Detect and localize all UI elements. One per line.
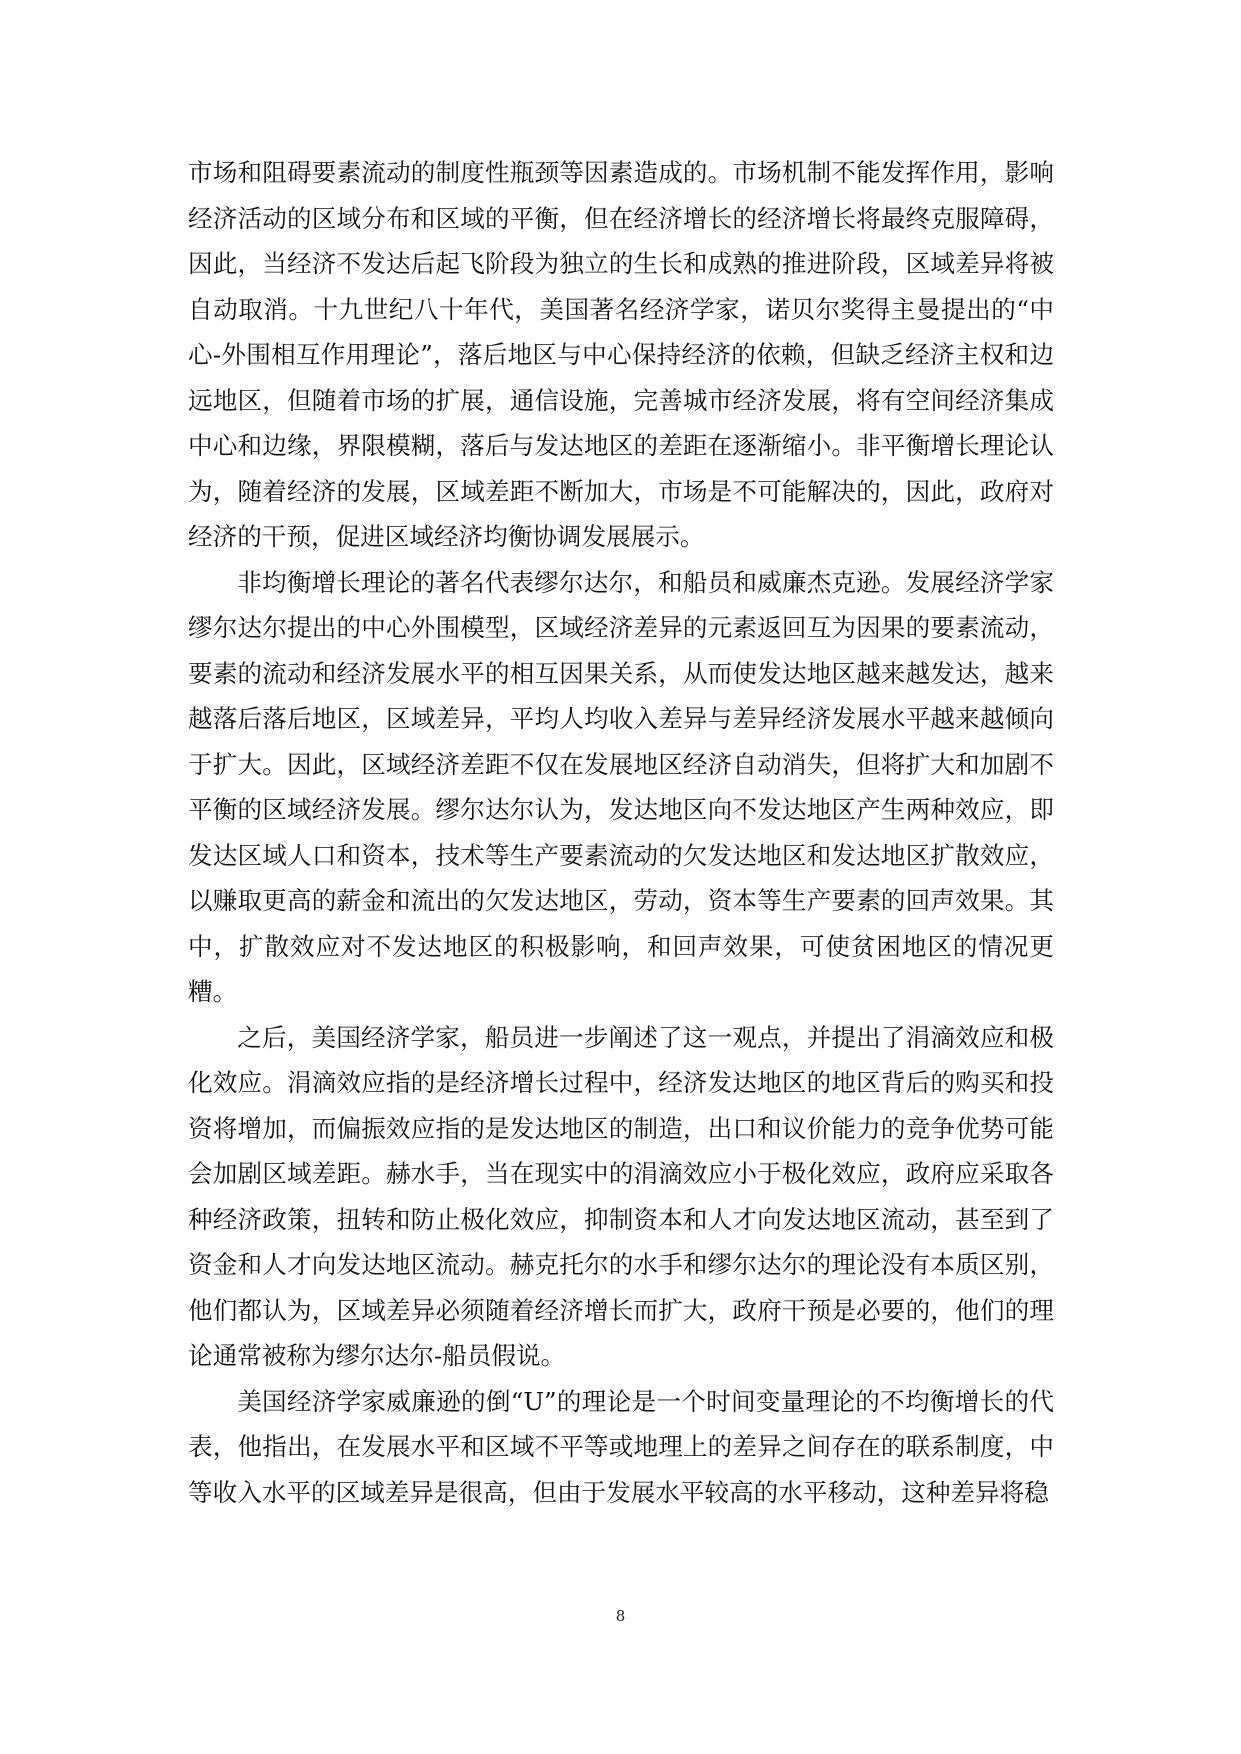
paragraph-inverted-u-theory: 美国经济学家威廉逊的倒“U”的理论是一个时间变量理论的不均衡增长的代表，他指出，在发展水平和区域不平等或地理上的差异之间存在的联系制度，中等收入水平的区域差异是很高，但由于发展水平较高的水平移动，这种差异将稳 (188, 1386, 1054, 1507)
page-number: 8 (615, 1607, 626, 1625)
paragraph-non-equilibrium-theory: 非均衡增长理论的著名代表缪尔达尔，和船员和威廉杰克逊。发展经济学家缪尔达尔提出的中心外围模型，区域经济差异的元素返回互为因果的要素流动，要素的流动和经济发展水平的相互因果关系，从而使发达地区越来越发达，越来越落后落后地区，区域差异，平均人均收入差异与差异经济发展水平越来越倾向于扩大。因此，区域经济差距不仅在发展地区经济自动消失，但将扩大和加剧不平衡的区域经济发展。缪尔达尔认为，发达地区向不发达地区产生两种效应，即发达区域人口和资本，技术等生产要素流动的欠发达地区和发达地区扩散效应，以赚取更高的薪金和流出的欠发达地区，劳动，资本等生产要素的回声效果。其中，扩散效应对不发达地区的积极影响，和回声效果，可使贫困地区的情况更糟。 (188, 567, 1054, 1006)
paragraph-trickle-down-effect: 之后，美国经济学家，船员进一步阐述了这一观点，并提出了涓滴效应和极化效应。涓滴效应指的是经济增长过程中，经济发达地区的地区背后的购买和投资将增加，而偏振效应指的是发达地区的制造，出口和议价能力的竞争优势可能会加剧区域差距。赫水手，当在现实中的涓滴效应小于极化效应，政府应采取各种经济政策，扭转和防止极化效应，抑制资本和人才向发达地区流动，甚至到了资金和人才向发达地区流动。赫克托尔的水手和缪尔达尔的理论没有本质区别，他们都认为，区域差异必须随着经济增长而扩大，政府干预是必要的，他们的理论通常被称为缪尔达尔-船员假说。 (188, 1022, 1054, 1370)
body-text (188, 150, 1054, 1515)
paragraph-continued: 市场和阻碍要素流动的制度性瓶颈等因素造成的。市场机制不能发挥作用，影响经济活动的区域分布和区域的平衡，但在经济增长的经济增长将最终克服障碍，因此，当经济不发达后起飞阶段为独立的生长和成熟的推进阶段，区域差异将被自动取消。十九世纪八十年代，美国著名经济学家，诺贝尔奖得主曼提出的“中心-外围相互作用理论”，落后地区与中心保持经济的依赖，但缺乏经济主权和边远地区，但随着市场的扩展，通信设施，完善城市经济发展，将有空间经济集成中心和边缘，界限模糊，落后与发达地区的差距在逐渐缩小。非平衡增长理论认为，随着经济的发展，区域差距不断加大，市场是不可能解决的，因此，政府对经济的干预，促进区域经济均衡协调发展展示。 (188, 158, 1054, 551)
